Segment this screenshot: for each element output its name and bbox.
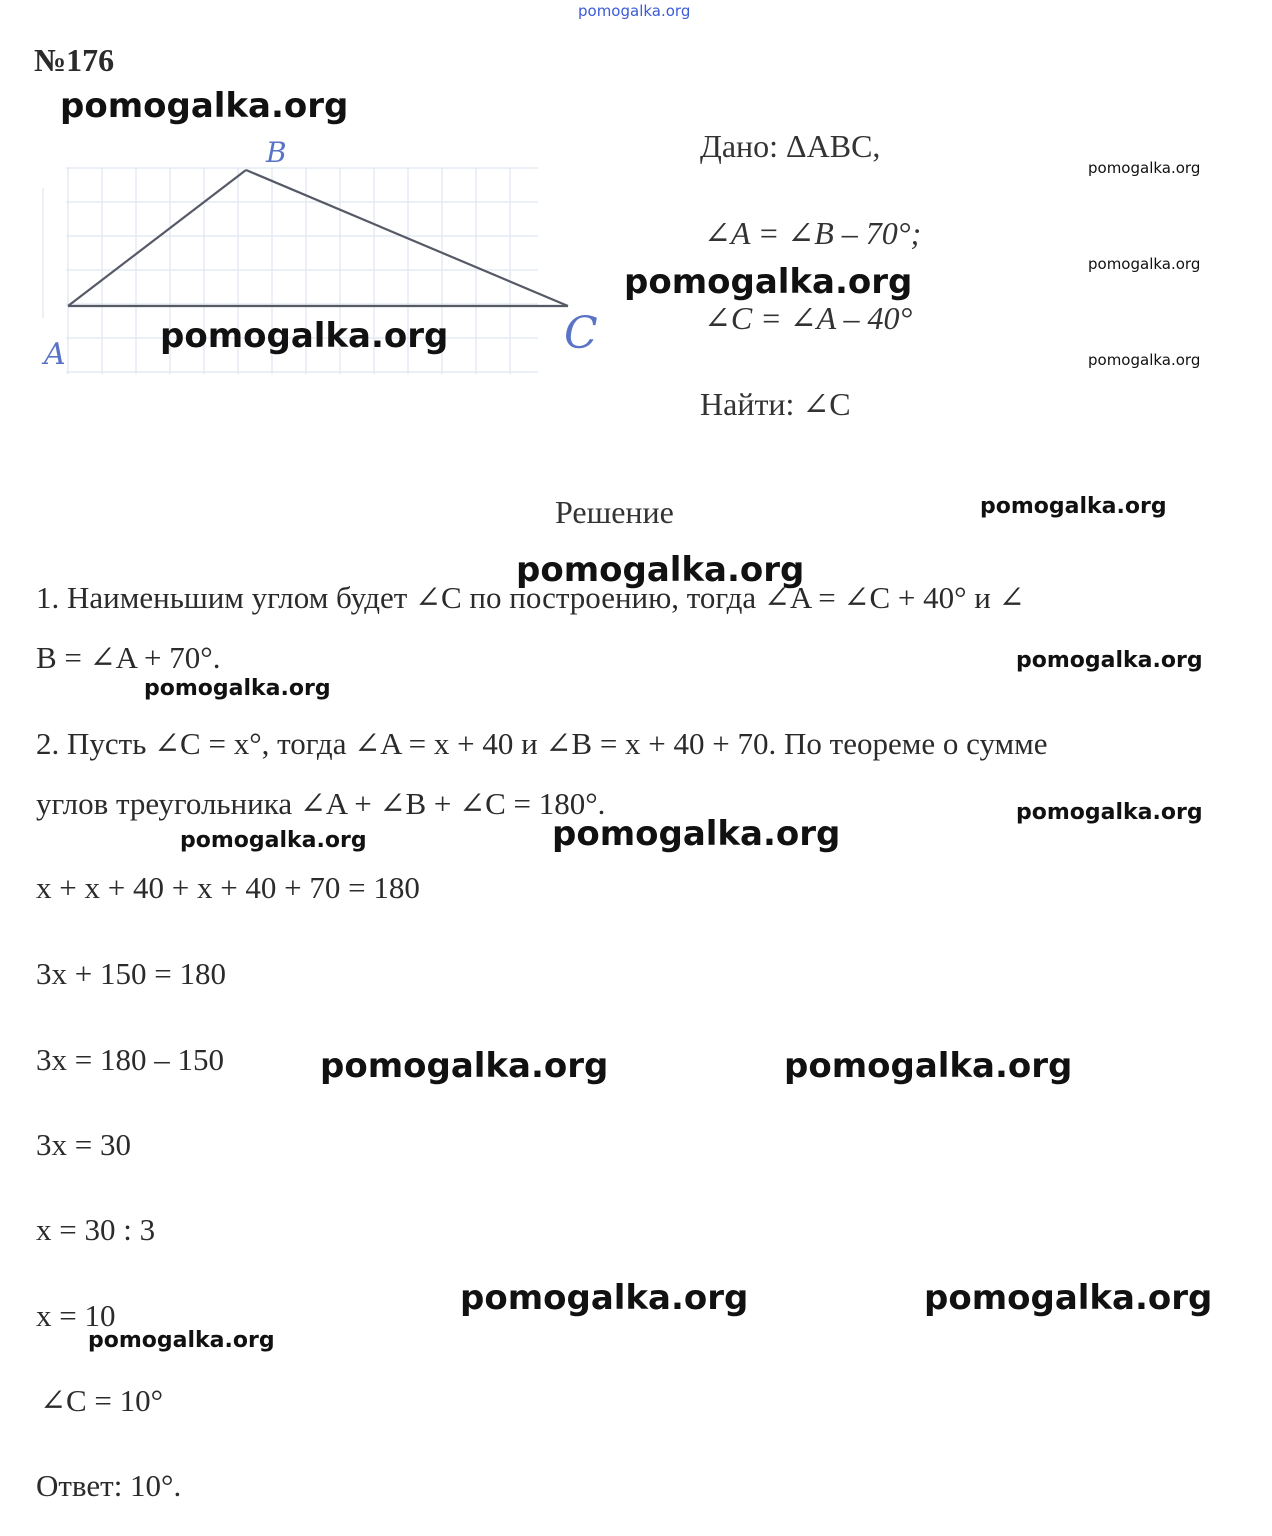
equation-line: 3x = 30 — [36, 1127, 131, 1162]
equation-line: 3x + 150 = 180 — [36, 956, 226, 991]
solution-title: Решение — [555, 494, 674, 530]
watermark-top: pomogalka.org — [578, 2, 691, 20]
watermark: pomogalka.org — [1016, 800, 1203, 825]
watermark: pomogalka.org — [88, 1328, 275, 1353]
watermark: pomogalka.org — [144, 676, 331, 701]
watermark: pomogalka.org — [924, 1278, 1213, 1318]
watermark: pomogalka.org — [460, 1278, 749, 1318]
step-1-line-1: 1. Наименьшим углом будет ∠C по построению, тогда ∠A = ∠C + 40° и ∠ — [36, 580, 1025, 615]
answer: Ответ: 10°. — [36, 1468, 182, 1503]
given-find: Найти: ∠C — [700, 386, 851, 422]
equation-line: 3x = 180 – 150 — [36, 1042, 224, 1077]
watermark: pomogalka.org — [1016, 648, 1203, 673]
equation-line: x = 30 : 3 — [36, 1212, 156, 1247]
step-2-line-1: 2. Пусть ∠C = x°, тогда ∠A = x + 40 и ∠B = x + 40 + 70. По теореме о сумме — [36, 726, 1048, 761]
equation-result: ∠C = 10° — [40, 1383, 164, 1418]
watermark: pomogalka.org — [1088, 159, 1201, 177]
step-2-line-2: углов треугольника ∠A + ∠B + ∠C = 180°. — [36, 786, 606, 821]
problem-number: №176 — [34, 42, 115, 78]
watermark: pomogalka.org — [624, 262, 913, 302]
equation-line: x = 10 — [36, 1298, 116, 1333]
triangle-abc — [68, 170, 568, 306]
given-line-1: Дано: ΔABC, — [700, 128, 881, 164]
watermark: pomogalka.org — [784, 1046, 1073, 1086]
watermark: pomogalka.org — [980, 494, 1167, 519]
watermark: pomogalka.org — [60, 86, 349, 126]
given-line-3: ∠C = ∠A – 40° — [704, 300, 913, 336]
watermark: pomogalka.org — [516, 550, 805, 590]
watermark: pomogalka.org — [1088, 351, 1201, 369]
watermark: pomogalka.org — [160, 316, 449, 356]
equation-line: x + x + 40 + x + 40 + 70 = 180 — [36, 870, 420, 905]
step-1-line-2: B = ∠A + 70°. — [36, 640, 221, 675]
watermark: pomogalka.org — [552, 814, 841, 854]
watermark: pomogalka.org — [180, 828, 367, 853]
vertex-label-a: A — [44, 337, 66, 372]
watermark: pomogalka.org — [320, 1046, 609, 1086]
given-line-2: ∠A = ∠B – 70°; — [704, 215, 922, 251]
watermark: pomogalka.org — [1088, 255, 1201, 273]
vertex-label-b: B — [266, 136, 287, 169]
vertex-label-c: C — [564, 308, 598, 359]
